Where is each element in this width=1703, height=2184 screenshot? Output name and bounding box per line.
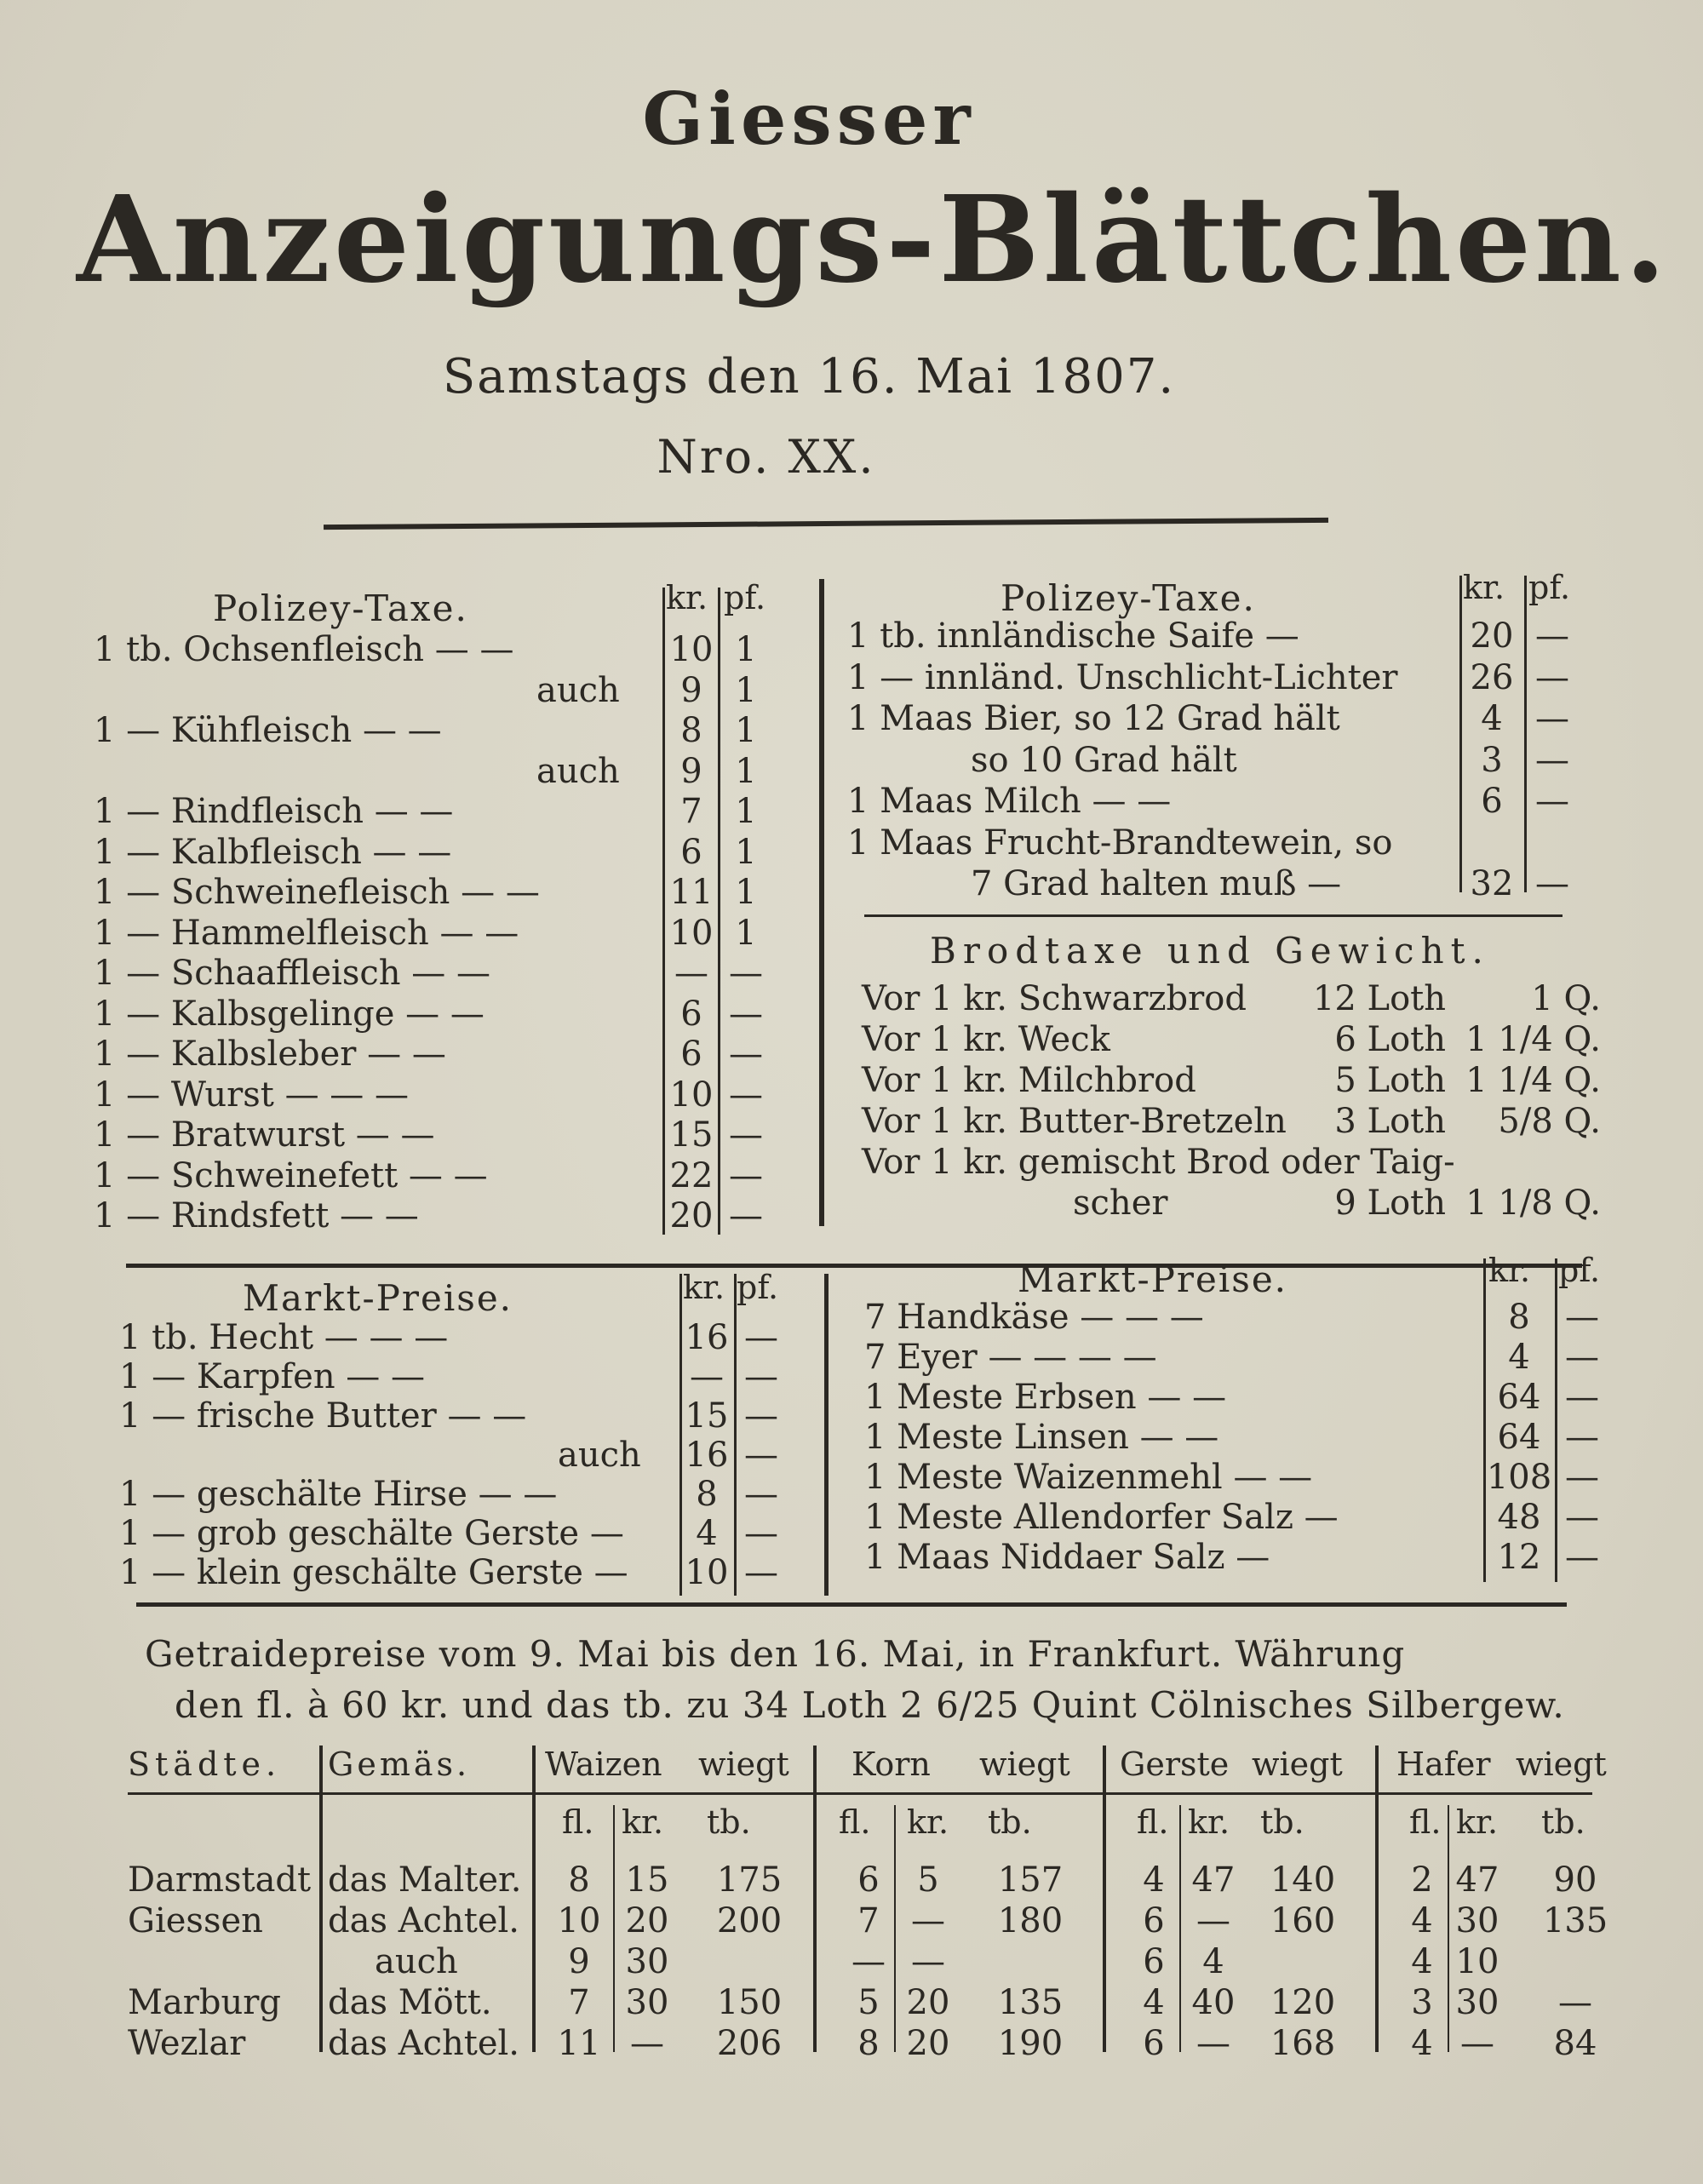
header-hafer: Hafer: [1396, 1745, 1491, 1783]
brod-quint: 1 1/4 Q.: [1465, 1061, 1601, 1100]
row-label: 1 tb. innländische Saife —: [847, 616, 1299, 656]
grain-cell: 6: [1143, 2024, 1165, 2063]
row-kr: —: [674, 954, 708, 993]
grain-gemaes: das Achtel.: [328, 2024, 519, 2063]
issue-number: Nro. XX.: [657, 430, 876, 484]
row-label: 1 Maas Bier, so 12 Grad hält: [847, 699, 1340, 738]
polizey-left-pf-header: pf.: [724, 579, 766, 616]
row-pf: —: [744, 1514, 778, 1553]
grain-cell: 90: [1553, 1860, 1597, 1900]
header-wiegt: wiegt: [979, 1745, 1070, 1783]
brod-label: Vor 1 kr. Schwarzbrod: [862, 979, 1247, 1018]
grain-cell: —: [630, 2024, 664, 2063]
markt-left-heading: Markt-Preise.: [243, 1277, 513, 1319]
grain-vrule: [813, 1745, 817, 2052]
row-kr: 4: [696, 1514, 718, 1553]
row-label: 1 Maas Frucht-Brandtewein, so: [847, 823, 1393, 863]
row-kr: 6: [680, 1035, 702, 1074]
grain-cell: 180: [997, 1901, 1064, 1940]
subheader-fl: fl.: [839, 1803, 871, 1841]
grain-cell: 9: [568, 1942, 590, 1981]
row-pf: —: [744, 1318, 778, 1357]
center-divider-1: [819, 579, 824, 1226]
row-kr: 48: [1497, 1498, 1541, 1537]
row-pf: —: [1565, 1378, 1599, 1417]
row-kr: 6: [680, 832, 702, 872]
row-pf: —: [1565, 1458, 1599, 1497]
grain-cell: 6: [1143, 1901, 1165, 1940]
grain-cell: 3: [1411, 1983, 1433, 2022]
row-label: 1 — Karpfen — —: [119, 1357, 426, 1396]
row-kr: 11: [669, 873, 714, 912]
row-label: 1 — frische Butter — —: [119, 1396, 527, 1436]
row-label: 7 Grad halten muß —: [971, 864, 1342, 903]
subheader-kr: kr.: [1188, 1803, 1230, 1841]
polizey-right-kr-header: kr.: [1463, 569, 1505, 606]
subheader-lb: tb.: [988, 1803, 1032, 1841]
row-pf: 1: [735, 873, 757, 912]
grain-stadt: Wezlar: [128, 2024, 246, 2063]
row-kr: 3: [1481, 740, 1503, 780]
row-label: 1 Maas Milch — —: [847, 782, 1172, 821]
grain-cell: 135: [997, 1983, 1064, 2022]
row-kr: 22: [669, 1155, 714, 1195]
row-pf: —: [744, 1396, 778, 1436]
grain-cell: 160: [1270, 1901, 1336, 1940]
grain-cell: 47: [1191, 1860, 1236, 1900]
row-pf: —: [744, 1475, 778, 1514]
grain-vrule: [319, 1745, 323, 2052]
grain-cell: 8: [568, 1860, 590, 1900]
brod-label: Vor 1 kr. Milchbrod: [862, 1061, 1196, 1100]
row-label: auch: [536, 751, 620, 791]
row-pf: —: [744, 1357, 778, 1396]
brodtaxe-heading: Brodtaxe und Gewicht.: [930, 930, 1490, 972]
brod-loth: 12 Loth: [1312, 979, 1446, 1018]
section-rule-2: [126, 1264, 1582, 1268]
header-gemaes: Gemäs.: [328, 1745, 471, 1783]
row-label: 1 Maas Niddaer Salz —: [864, 1538, 1270, 1577]
row-kr: 7: [680, 792, 702, 831]
row-pf: —: [744, 1553, 778, 1592]
grain-cell: —: [1460, 2024, 1494, 2063]
grain-header-rule: [128, 1792, 1592, 1795]
grain-cell: 140: [1270, 1860, 1336, 1900]
row-label: 1 — Rindfleisch — —: [94, 792, 454, 831]
row-label: auch: [558, 1436, 641, 1475]
grain-cell: 4: [1411, 1901, 1433, 1940]
grain-cell: 15: [625, 1860, 669, 1900]
row-kr: 10: [669, 1075, 714, 1115]
grain-cell: 2: [1411, 1860, 1433, 1900]
masthead-line1: Giesser: [642, 77, 976, 161]
row-kr: 9: [680, 751, 702, 791]
grain-vrule: [1103, 1745, 1106, 2052]
subheader-fl: fl.: [1137, 1803, 1169, 1841]
row-pf: —: [1565, 1338, 1599, 1377]
grain-gemaes: das Mött.: [328, 1983, 492, 2022]
polizey-left-heading: Polizey-Taxe.: [213, 588, 468, 629]
row-label: 1 — Rindsfett — —: [94, 1196, 419, 1235]
brod-quint: 1 1/4 Q.: [1465, 1020, 1601, 1059]
row-kr: 16: [685, 1318, 729, 1357]
row-label: 7 Handkäse — — —: [864, 1298, 1204, 1337]
section-rule-3: [136, 1602, 1567, 1607]
issue-date: Samstags den 16. Mai 1807.: [442, 349, 1176, 404]
row-label: 1 — Bratwurst — —: [94, 1115, 435, 1155]
row-label: 1 — Kalbsleber — —: [94, 1035, 446, 1074]
row-label: 1 tb. Ochsenfleisch — —: [94, 630, 514, 669]
row-kr: 32: [1470, 864, 1514, 903]
row-label: 1 Meste Allendorfer Salz —: [864, 1498, 1339, 1537]
row-pf: —: [1535, 864, 1569, 903]
row-kr: 4: [1481, 699, 1503, 738]
row-label: 1 — Wurst — — —: [94, 1075, 409, 1115]
grain-cell: 7: [568, 1983, 590, 2022]
row-pf: —: [1565, 1298, 1599, 1337]
grain-cell: 11: [557, 2024, 601, 2063]
row-pf: —: [729, 1035, 763, 1074]
brodtaxe-rule: [864, 914, 1563, 917]
row-pf: 1: [735, 913, 757, 953]
row-pf: —: [1535, 782, 1569, 821]
brod-loth: 6 Loth: [1334, 1020, 1446, 1059]
brod-quint: 5/8 Q.: [1498, 1102, 1601, 1141]
row-pf: —: [729, 1075, 763, 1115]
markt-right-heading: Markt-Preise.: [1018, 1258, 1288, 1300]
row-kr: 10: [685, 1553, 729, 1592]
row-label: 1 tb. Hecht — — —: [119, 1318, 449, 1357]
grain-cell: —: [852, 1942, 886, 1981]
row-label: 1 — Hammelfleisch — —: [94, 913, 519, 953]
row-pf: —: [1535, 699, 1569, 738]
row-kr: 9: [680, 670, 702, 710]
grain-gemaes: das Malter.: [328, 1860, 522, 1900]
grain-cell: 84: [1553, 2024, 1597, 2063]
polizey-right-pf-header: pf.: [1528, 569, 1571, 606]
grain-stadt: Darmstadt: [128, 1860, 312, 1900]
row-kr: 4: [1508, 1338, 1530, 1377]
brod-label: Vor 1 kr. Weck: [862, 1020, 1110, 1059]
markt-right-pf-header: pf.: [1558, 1252, 1601, 1289]
row-kr: —: [690, 1357, 724, 1396]
subheader-lb: tb.: [707, 1803, 751, 1841]
grain-cell: 6: [1143, 1942, 1165, 1981]
center-divider-2: [824, 1274, 829, 1596]
row-pf: —: [744, 1436, 778, 1475]
grain-cell: 4: [1411, 2024, 1433, 2063]
subheader-lb: tb.: [1260, 1803, 1304, 1841]
grain-vrule: [532, 1745, 536, 2052]
row-kr: 64: [1497, 1418, 1541, 1457]
row-kr: 108: [1486, 1458, 1552, 1497]
row-kr: 8: [1508, 1298, 1530, 1337]
subheader-kr: kr.: [1456, 1803, 1499, 1841]
subheader-lb: tb.: [1541, 1803, 1585, 1841]
row-pf: —: [729, 1196, 763, 1235]
grain-cell: 40: [1191, 1983, 1236, 2022]
row-kr: 20: [1470, 616, 1514, 656]
grain-cell: 7: [857, 1901, 880, 1940]
header-waizen: Waizen: [545, 1745, 662, 1783]
row-kr: 64: [1497, 1378, 1541, 1417]
grain-inner-vrule: [1179, 1805, 1181, 2052]
header-wiegt: wiegt: [1252, 1745, 1343, 1783]
row-label: 1 — Kalbsgelinge — —: [94, 994, 485, 1034]
grain-cell: 4: [1143, 1983, 1165, 2022]
header-wiegt: wiegt: [698, 1745, 789, 1783]
row-label: 1 — grob geschälte Gerste —: [119, 1514, 624, 1553]
row-pf: —: [1565, 1538, 1599, 1577]
grain-cell: —: [1196, 1901, 1230, 1940]
row-label: 1 Meste Linsen — —: [864, 1418, 1219, 1457]
row-label: 7 Eyer — — — —: [864, 1338, 1157, 1377]
polizey-left-vrule-1: [662, 588, 665, 1235]
brod-quint: 1 1/8 Q.: [1465, 1184, 1601, 1223]
grain-cell: —: [911, 1942, 945, 1981]
grain-stadt: Marburg: [128, 1983, 282, 2022]
row-label: so 10 Grad hält: [971, 740, 1237, 780]
grain-cell: 10: [1455, 1942, 1499, 1981]
grain-cell: 20: [625, 1901, 669, 1940]
grain-gemaes: auch: [375, 1942, 458, 1981]
row-kr: 8: [680, 711, 702, 750]
brod-label: Vor 1 kr. gemischt Brod oder Taig-: [862, 1143, 1455, 1182]
row-label: 1 Meste Erbsen — —: [864, 1378, 1227, 1417]
grain-cell: 20: [906, 2024, 950, 2063]
row-pf: —: [1535, 616, 1569, 656]
markt-right-kr-header: kr.: [1488, 1252, 1531, 1289]
masthead-title: Anzeigungs-Blättchen.: [77, 170, 1670, 310]
grain-vrule: [1375, 1745, 1379, 2052]
grain-cell: 6: [857, 1860, 880, 1900]
grain-cell: 4: [1411, 1942, 1433, 1981]
grain-cell: 120: [1270, 1983, 1336, 2022]
header-gerste: Gerste: [1120, 1745, 1230, 1783]
grain-cell: 10: [557, 1901, 601, 1940]
row-kr: 16: [685, 1436, 729, 1475]
row-label: 1 — Schweinefleisch — —: [94, 873, 540, 912]
brod-quint: 1 Q.: [1531, 979, 1601, 1018]
grain-cell: —: [1558, 1983, 1592, 2022]
grain-cell: 135: [1542, 1901, 1608, 1940]
header-wiegt: wiegt: [1516, 1745, 1607, 1783]
row-pf: —: [729, 1115, 763, 1155]
grain-cell: 8: [857, 2024, 880, 2063]
getraide-line1: Getraidepreise vom 9. Mai bis den 16. Mai, in Frankfurt. Währung: [145, 1633, 1406, 1675]
row-pf: 1: [735, 832, 757, 872]
row-label: 1 Meste Waizenmehl — —: [864, 1458, 1313, 1497]
row-label: auch: [536, 670, 620, 710]
row-kr: 6: [680, 994, 702, 1034]
grain-inner-vrule: [894, 1805, 896, 2052]
grain-cell: 30: [625, 1983, 669, 2022]
getraide-line2: den fl. à 60 kr. und das tb. zu 34 Loth 2 6/25 Quint Cölnisches Silbergew.: [175, 1684, 1565, 1726]
grain-cell: 5: [917, 1860, 939, 1900]
grain-cell: 206: [716, 2024, 783, 2063]
subheader-fl: fl.: [562, 1803, 594, 1841]
subheader-kr: kr.: [622, 1803, 664, 1841]
grain-cell: 4: [1143, 1860, 1165, 1900]
row-pf: —: [1565, 1418, 1599, 1457]
markt-left-kr-header: kr.: [683, 1269, 725, 1306]
grain-cell: 175: [716, 1860, 783, 1900]
row-label: 1 — innländ. Unschlicht-Lichter: [847, 657, 1398, 697]
subheader-kr: kr.: [907, 1803, 949, 1841]
grain-cell: 157: [997, 1860, 1064, 1900]
grain-cell: —: [1196, 2024, 1230, 2063]
polizey-right-heading: Polizey-Taxe.: [1001, 577, 1256, 619]
brod-label: scher: [1073, 1184, 1168, 1223]
row-pf: 1: [735, 751, 757, 791]
grain-cell: 30: [1455, 1983, 1499, 2022]
grain-cell: 4: [1202, 1942, 1224, 1981]
grain-cell: 200: [716, 1901, 783, 1940]
row-label: 1 — Kühfleisch — —: [94, 711, 442, 750]
row-kr: 6: [1481, 782, 1503, 821]
row-pf: 1: [735, 792, 757, 831]
row-kr: 12: [1497, 1538, 1541, 1577]
row-label: 1 — Kalbfleisch — —: [94, 832, 452, 872]
row-pf: —: [1535, 657, 1569, 697]
subheader-fl: fl.: [1409, 1803, 1442, 1841]
grain-cell: 47: [1455, 1860, 1499, 1900]
brod-label: Vor 1 kr. Butter-Bretzeln: [862, 1102, 1287, 1141]
row-kr: 8: [696, 1475, 718, 1514]
row-pf: —: [729, 994, 763, 1034]
masthead-rule: [324, 518, 1328, 530]
grain-cell: —: [911, 1901, 945, 1940]
brod-loth: 5 Loth: [1334, 1061, 1446, 1100]
row-label: 1 — Schaaffleisch — —: [94, 954, 490, 993]
grain-cell: 20: [906, 1983, 950, 2022]
row-kr: 26: [1470, 657, 1514, 697]
grain-gemaes: das Achtel.: [328, 1901, 519, 1940]
row-pf: —: [1565, 1498, 1599, 1537]
row-kr: 15: [669, 1115, 714, 1155]
markt-left-pf-header: pf.: [737, 1269, 779, 1306]
row-pf: 1: [735, 630, 757, 669]
row-pf: —: [1535, 740, 1569, 780]
row-kr: 15: [685, 1396, 729, 1436]
grain-cell: 5: [857, 1983, 880, 2022]
row-kr: 10: [669, 630, 714, 669]
row-pf: 1: [735, 711, 757, 750]
grain-cell: 190: [997, 2024, 1064, 2063]
row-label: 1 — Schweinefett — —: [94, 1155, 488, 1195]
row-pf: —: [729, 954, 763, 993]
row-kr: 20: [669, 1196, 714, 1235]
grain-cell: 30: [1455, 1901, 1499, 1940]
row-label: 1 — geschälte Hirse — —: [119, 1475, 558, 1514]
header-staedte: Städte.: [128, 1745, 282, 1783]
brod-loth: 9 Loth: [1334, 1184, 1446, 1223]
brod-loth: 3 Loth: [1334, 1102, 1446, 1141]
row-pf: —: [729, 1155, 763, 1195]
polizey-left-kr-header: kr.: [666, 579, 708, 616]
header-korn: Korn: [852, 1745, 931, 1783]
grain-cell: 30: [625, 1942, 669, 1981]
grain-stadt: Giessen: [128, 1901, 263, 1940]
row-kr: 10: [669, 913, 714, 953]
grain-cell: 168: [1270, 2024, 1336, 2063]
row-pf: 1: [735, 670, 757, 710]
grain-inner-vrule: [613, 1805, 615, 2052]
row-label: 1 — klein geschälte Gerste —: [119, 1553, 628, 1592]
grain-cell: 150: [716, 1983, 783, 2022]
